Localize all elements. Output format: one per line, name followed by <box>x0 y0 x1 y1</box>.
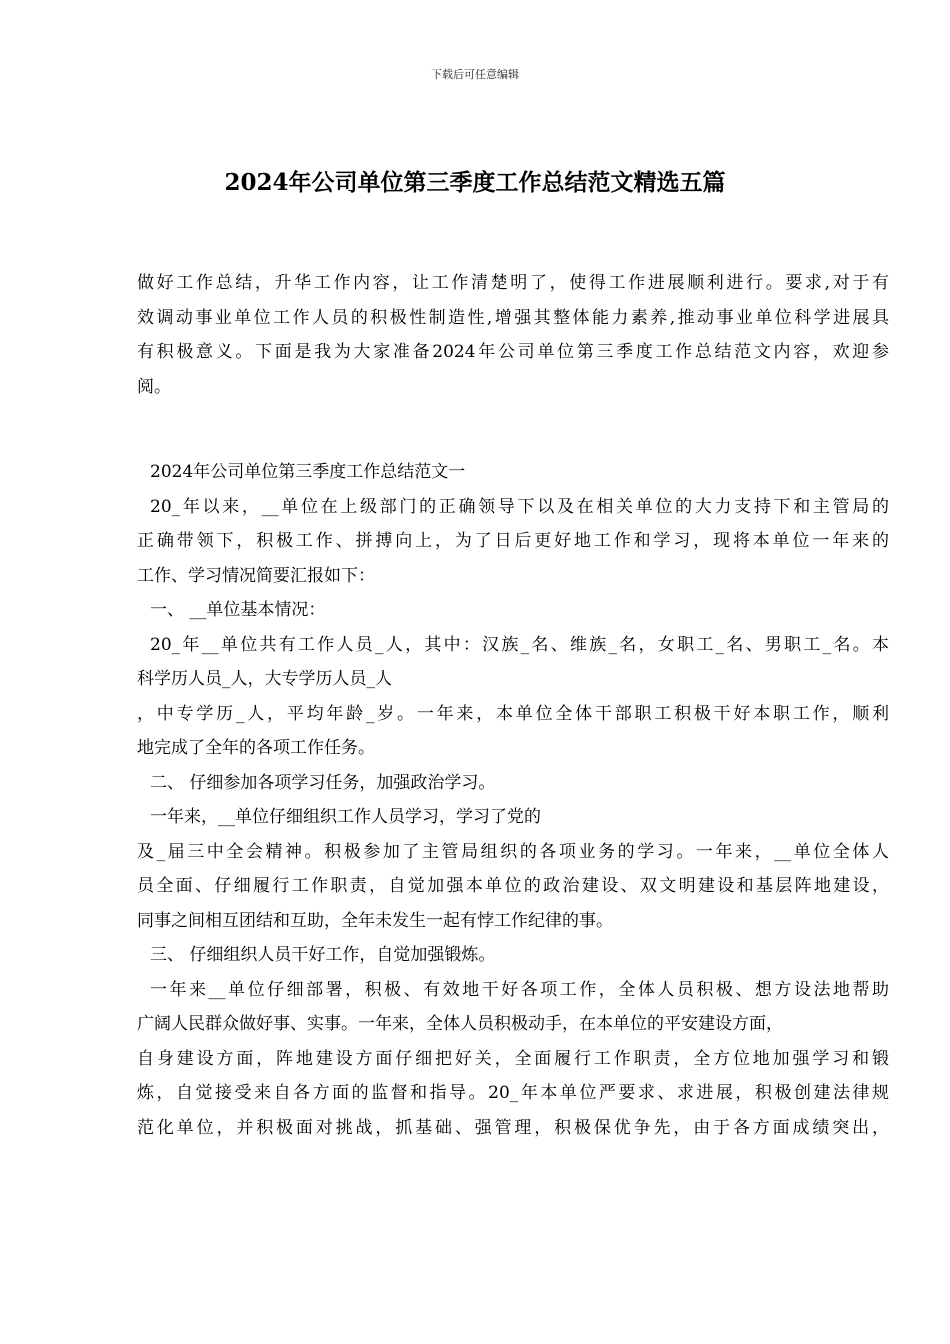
text-line: 工作、学习情况简要汇报如下： <box>137 565 375 586</box>
text-line: 一年来，__单位仔细组织工作人员学习，学习了党的 <box>150 807 541 827</box>
intro-paragraph <box>137 266 889 404</box>
text-line: 科学历人员_人，大专学历人员_人 <box>137 669 392 689</box>
subheading-1: 一、 __单位基本情况： <box>150 600 326 620</box>
text-line: 20_年以来，__单位在上级部门的正确领导下以及在相关单位的大力支持下和主管局的 <box>150 496 889 517</box>
text-line: 有积极意义。下面是我为大家准备2024年公司单位第三季度工作总结范文内容，欢迎参 <box>137 342 889 362</box>
text-line: 炼，自觉接受来自各方面的监督和指导。20_年本单位严要求、求进展，积极创建法律规 <box>137 1083 889 1103</box>
subheading-2: 二、 仔细参加各项学习任务，加强政治学习。 <box>150 772 496 793</box>
text-line: 做好工作总结，升华工作内容，让工作清楚明了，使得工作进展顺利进行。要求,对于有 <box>137 273 889 293</box>
text-line: 效调动事业单位工作人员的积极性制造性,增强其整体能力素养,推动事业单位科学进展具 <box>137 307 889 328</box>
text-line: 员全面、仔细履行工作职责，自觉加强本单位的政治建设、双文明建设和基层阵地建设， <box>137 876 889 896</box>
text-line: 阅。 <box>137 376 171 397</box>
header-note: 下载后可任意编辑 <box>431 68 519 81</box>
section-heading: 2024年公司单位第三季度工作总结范文一 <box>150 462 466 482</box>
text-line: 范化单位，并积极面对挑战，抓基础、强管理，积极保优争先，由于各方面成绩突出， <box>137 1117 889 1138</box>
subheading-3: 三、 仔细组织人员干好工作，自觉加强锻炼。 <box>150 945 496 965</box>
text-line: 20_年__单位共有工作人员_人，其中：汉族_名、维族_名，女职工_名、男职工_名。本 <box>150 634 889 655</box>
text-line: 同事之间相互团结和互助，全年未发生一起有悖工作纪律的事。 <box>137 910 613 931</box>
text-line: 广阔人民群众做好事、实事。一年来，全体人员积极动手，在本单位的平安建设方面， <box>137 1014 783 1034</box>
text-line: 地完成了全年的各项工作任务。 <box>137 738 375 758</box>
text-line: 及_届三中全会精神。积极参加了主管局组织的各项业务的学习。一年来，__单位全体人 <box>137 841 889 862</box>
text-line: ，中专学历_人，平均年龄_岁。一年来，本单位全体干部职工积极干好本职工作，顺利 <box>137 703 889 724</box>
text-line: 自身建设方面，阵地建设方面仔细把好关，全面履行工作职责，全方位地加强学习和锻 <box>137 1048 889 1069</box>
text-line: 正确带领下，积极工作、拼搏向上，为了日后更好地工作和学习，现将本单位一年来的 <box>137 531 889 551</box>
body-section <box>137 455 889 1145</box>
text-line: 一年来__单位仔细部署，积极、有效地干好各项工作，全体人员积极、想方设法地帮助 <box>150 979 889 1000</box>
document-title: 2024年公司单位第三季度工作总结范文精选五篇 <box>224 169 726 196</box>
